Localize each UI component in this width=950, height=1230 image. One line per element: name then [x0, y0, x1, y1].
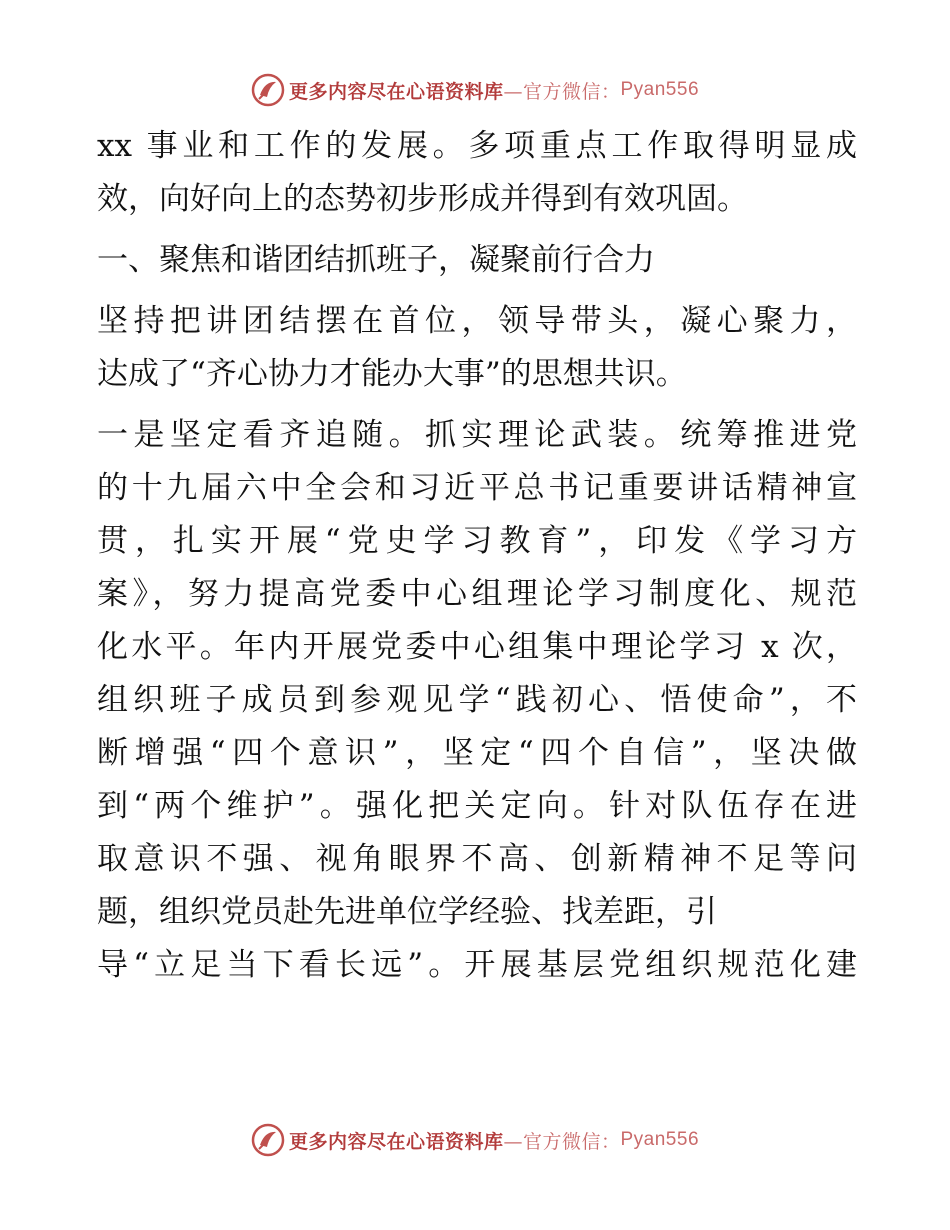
footer-watermark-banner: [0, 1120, 950, 1160]
footer-banner-content: [251, 1123, 699, 1157]
header-watermark-banner: [0, 70, 950, 110]
text-line-9: 案》，努力提高党委中心组理论学习制度化、规范: [97, 576, 857, 612]
text-line-6: 一是坚定看齐追随。抓实理论武装。统筹推进党: [97, 417, 857, 453]
text-line-11: 组织班子成员到参观见学“践初心、悟使命”，不: [97, 682, 857, 718]
header-banner-wechat-id: Pyan556: [620, 79, 700, 100]
logo-icon: [251, 73, 285, 107]
header-banner-content: [251, 73, 699, 107]
text-line-14: 取意识不强、视角眼界不高、创新精神不足等问: [97, 841, 857, 877]
text-line-2: 效，向好向上的态势初步形成并得到有效巩固。: [97, 181, 748, 217]
text-line-16: 导“立足当下看长远”。开展基层党组织规范化建: [97, 947, 857, 983]
text-line-10: 化水平。年内开展党委中心组集中理论学习 x 次，: [97, 629, 857, 665]
header-banner-sub-text: —官方微信：: [503, 80, 621, 103]
text-line-8: 贯，扎实开展“党史学习教育”，印发《学习方: [97, 523, 857, 559]
header-banner-main-text: 更多内容尽在心语资料库: [288, 80, 504, 103]
text-line-4: 坚持把讲团结摆在首位，领导带头，凝心聚力，: [97, 303, 857, 339]
text-line-5: 达成了“齐心协力才能办大事”的思想共识。: [97, 356, 687, 392]
text-line-15: 题，组织党员赴先进单位学经验、找差距，引: [97, 894, 717, 930]
text-line-12: 断增强“四个意识”，坚定“四个自信”，坚决做: [97, 735, 857, 771]
text-line-13: 到“两个维护”。强化把关定向。针对队伍存在进: [97, 788, 857, 824]
text-line-1: xx 事业和工作的发展。多项重点工作取得明显成: [97, 128, 857, 164]
logo-icon: [251, 1123, 285, 1157]
footer-banner-sub-text: —官方微信：: [503, 1130, 621, 1153]
footer-banner-main-text: 更多内容尽在心语资料库: [288, 1130, 504, 1153]
text-line-7: 的十九届六中全会和习近平总书记重要讲话精神宣: [97, 470, 857, 506]
document-body: [97, 120, 857, 992]
footer-banner-wechat-id: Pyan556: [620, 1129, 700, 1150]
section-heading: 一、聚焦和谐团结抓班子，凝聚前行合力: [97, 242, 655, 278]
